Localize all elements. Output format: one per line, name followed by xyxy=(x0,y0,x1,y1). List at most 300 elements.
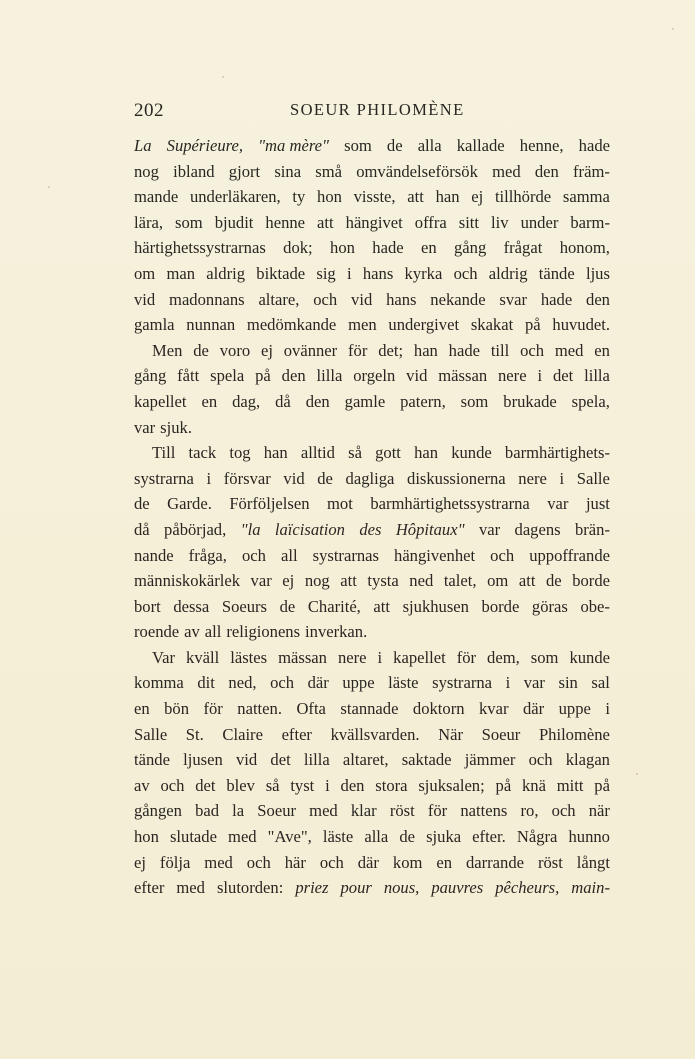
word: dem, xyxy=(487,647,520,667)
word: madonnans xyxy=(169,289,245,309)
word: sjukhusen xyxy=(402,596,469,616)
word: ned xyxy=(409,571,434,591)
word: sina xyxy=(274,161,302,181)
word: uppe xyxy=(342,673,375,693)
word: små xyxy=(315,161,342,181)
word: pêcheurs, xyxy=(495,878,560,898)
body-text xyxy=(134,133,610,901)
word: i xyxy=(206,468,212,488)
word: mässan xyxy=(438,366,488,386)
word: dessa xyxy=(173,596,210,616)
word: altare, xyxy=(258,289,300,309)
word: brän- xyxy=(574,519,610,539)
word: just xyxy=(585,494,610,514)
word: alla xyxy=(417,136,442,155)
word: på xyxy=(255,366,271,386)
word: Soeur xyxy=(257,801,297,821)
word: till xyxy=(490,340,510,360)
paper-speck xyxy=(48,186,50,188)
word: kväll xyxy=(186,647,220,667)
word: saktade xyxy=(401,750,452,770)
word: kvar xyxy=(478,699,509,719)
word: vid xyxy=(406,366,428,386)
text-line xyxy=(134,415,610,441)
text-line xyxy=(134,287,610,313)
word: pour xyxy=(340,878,372,898)
word: klagan xyxy=(565,750,610,770)
word: han xyxy=(263,443,288,463)
word: orgeln xyxy=(353,366,396,386)
word: undergivet xyxy=(388,315,460,335)
word: med xyxy=(228,827,257,847)
word: des xyxy=(359,519,382,539)
word: lästes xyxy=(230,647,268,667)
word: tack xyxy=(188,443,217,463)
word: aldrig xyxy=(206,263,246,283)
text-line xyxy=(134,159,610,185)
word: kvällsvarden. xyxy=(330,724,420,744)
word: med xyxy=(492,161,521,181)
word: priez xyxy=(295,878,329,898)
word: ned, xyxy=(228,673,257,693)
word: nande xyxy=(134,545,174,565)
word: de xyxy=(279,596,296,616)
word: biktade xyxy=(256,263,306,283)
text-line xyxy=(134,543,610,569)
word: då xyxy=(275,391,291,411)
word: av xyxy=(184,622,200,642)
text-line xyxy=(134,670,610,696)
word: kunde xyxy=(451,443,492,463)
word: om xyxy=(487,571,509,591)
word: kapellet xyxy=(393,647,446,667)
word: tände xyxy=(538,263,575,283)
text-line xyxy=(134,235,610,261)
word: ljus xyxy=(585,263,610,283)
word: nattens xyxy=(460,801,508,821)
word: ro, xyxy=(520,801,539,821)
word: pauvres xyxy=(431,878,484,898)
word: som xyxy=(530,647,559,667)
word: underläkaren, xyxy=(189,187,281,207)
word: medömkande xyxy=(246,315,337,335)
word: stora xyxy=(375,775,408,795)
word: darrande xyxy=(465,852,524,872)
word: sjuksalen; xyxy=(418,775,485,795)
running-head xyxy=(134,100,610,126)
word: och xyxy=(520,340,545,360)
word: systrarna xyxy=(432,673,493,693)
word: spela xyxy=(210,366,245,386)
word: nous, xyxy=(383,878,420,898)
text-line xyxy=(134,850,610,876)
word: var xyxy=(547,494,569,514)
word: och xyxy=(453,263,478,283)
word: gången xyxy=(134,801,182,821)
word: bort xyxy=(134,596,161,616)
word: religionens xyxy=(226,622,301,642)
word: ej xyxy=(471,187,484,207)
word: hunno xyxy=(568,827,610,847)
word: då xyxy=(134,519,150,539)
word: mande xyxy=(134,187,179,207)
word: han xyxy=(413,340,438,360)
word: gamla xyxy=(134,315,175,335)
text-line xyxy=(134,363,610,389)
word: var xyxy=(523,673,545,693)
word: barm- xyxy=(570,212,610,232)
word: det; xyxy=(378,340,404,360)
word: och xyxy=(160,775,185,795)
word: gjort xyxy=(228,161,261,181)
word: Claire xyxy=(222,724,263,744)
text-line xyxy=(134,594,610,620)
word: alla xyxy=(364,827,389,847)
word: slutorden: xyxy=(216,878,284,898)
word: obe- xyxy=(580,596,610,616)
word: Garde. xyxy=(167,494,212,514)
paper-speck xyxy=(222,76,224,78)
word: i xyxy=(559,468,565,488)
word: den xyxy=(281,366,306,386)
word: Salle xyxy=(576,468,610,488)
word: knä xyxy=(521,775,546,795)
word: tysta xyxy=(367,571,399,591)
word: När xyxy=(438,724,463,744)
word: med xyxy=(204,852,233,872)
word: men xyxy=(348,315,377,335)
word: St. xyxy=(185,724,204,744)
word: efter xyxy=(134,878,165,898)
word: hade xyxy=(578,136,610,155)
word: dagliga xyxy=(345,468,395,488)
word: altaret, xyxy=(342,750,389,770)
word: och xyxy=(319,852,344,872)
word: all xyxy=(204,622,222,642)
word: och xyxy=(313,289,338,309)
word: av xyxy=(134,775,150,795)
word: borde xyxy=(481,596,520,616)
word: "ma mère" xyxy=(258,136,330,155)
word: nere xyxy=(498,366,527,386)
word: bön xyxy=(164,699,190,719)
word: La xyxy=(134,136,152,155)
word: för xyxy=(427,801,448,821)
word: som xyxy=(344,136,372,155)
word: patern, xyxy=(400,391,446,411)
text-line xyxy=(134,645,610,671)
word: långt xyxy=(576,852,610,872)
word: visste, xyxy=(353,187,396,207)
word: kallade xyxy=(456,136,505,155)
word: härtighetssystrarnas xyxy=(134,238,266,258)
word: gamle xyxy=(344,391,386,411)
word: när xyxy=(588,801,610,821)
word: talet, xyxy=(443,571,477,591)
word: barmhärtighetssystrarna xyxy=(370,494,530,514)
word: de xyxy=(386,136,403,155)
word: en xyxy=(134,699,150,719)
word: en xyxy=(420,238,437,258)
word: var xyxy=(478,519,501,539)
word: hans xyxy=(362,263,394,283)
word: Soeurs xyxy=(221,596,268,616)
word: main- xyxy=(571,878,610,898)
word: nere xyxy=(518,468,547,488)
word: jämmer xyxy=(464,750,516,770)
word: honom, xyxy=(559,238,610,258)
word: påbörjad, xyxy=(164,519,227,539)
word: och xyxy=(246,852,271,872)
word: stannade xyxy=(340,699,399,719)
word: en xyxy=(201,391,218,411)
word: försvar xyxy=(223,468,271,488)
word: lära, xyxy=(134,212,164,232)
word: dit xyxy=(197,673,215,693)
word: röst xyxy=(389,801,415,821)
word: systrarna xyxy=(134,468,194,488)
word: så xyxy=(265,775,280,795)
word: hängivet xyxy=(345,212,403,232)
word: alltid xyxy=(300,443,335,463)
word: hängivenhet xyxy=(394,545,476,565)
word: på xyxy=(495,775,512,795)
word: den xyxy=(305,391,330,411)
word: med xyxy=(309,801,338,821)
text-line xyxy=(134,517,610,543)
word: i xyxy=(377,647,383,667)
word: sin xyxy=(558,673,578,693)
text-line xyxy=(134,312,610,338)
word: följa xyxy=(159,852,191,872)
word: "la xyxy=(240,519,261,539)
word: och xyxy=(490,545,515,565)
word: främ- xyxy=(573,161,610,181)
word: den xyxy=(586,289,610,309)
text-line xyxy=(134,338,610,364)
word: efter xyxy=(281,724,312,744)
word: hon xyxy=(317,187,342,207)
word: ovänner xyxy=(283,340,338,360)
word: gång xyxy=(454,238,487,258)
word: laïcisation xyxy=(274,519,345,539)
text-line xyxy=(134,824,610,850)
text-line xyxy=(134,466,610,492)
word: att xyxy=(317,212,334,232)
paper-speck xyxy=(672,28,674,30)
word: all xyxy=(280,545,298,565)
word: var xyxy=(134,417,156,437)
word: i xyxy=(505,673,511,693)
text-line xyxy=(134,491,610,517)
word: i xyxy=(605,699,610,719)
word: liv xyxy=(491,212,509,232)
word: med xyxy=(176,878,205,898)
word: hon xyxy=(330,238,355,258)
word: där xyxy=(357,852,379,872)
text-line xyxy=(134,747,610,773)
word: Salle xyxy=(134,724,168,744)
word: om xyxy=(134,263,156,283)
word: de xyxy=(399,827,416,847)
word: natten. xyxy=(237,699,282,719)
text-line xyxy=(134,875,610,901)
text-line xyxy=(134,440,610,466)
word: hade xyxy=(372,238,404,258)
word: det xyxy=(195,775,216,795)
word: de xyxy=(545,571,562,591)
word: ej xyxy=(282,571,295,591)
word: blev xyxy=(226,775,255,795)
word: la xyxy=(232,801,245,821)
word: nekande xyxy=(430,289,486,309)
word: för xyxy=(203,699,223,719)
word: Ofta xyxy=(296,699,326,719)
word: henne xyxy=(265,212,306,232)
word: mitt xyxy=(556,775,584,795)
word: offra xyxy=(414,212,447,232)
word: för xyxy=(348,340,368,360)
word: de xyxy=(134,494,150,514)
word: "Ave", xyxy=(267,827,312,847)
word: nog xyxy=(134,161,159,181)
word: fått xyxy=(177,366,200,386)
word: han xyxy=(414,443,439,463)
word: kapellet xyxy=(134,391,187,411)
page-number: 202 xyxy=(134,100,164,121)
word: var xyxy=(250,571,272,591)
word: nog xyxy=(304,571,330,591)
word: och xyxy=(551,801,576,821)
text-line xyxy=(134,568,610,594)
word: diskussionerna xyxy=(407,468,506,488)
word: hon xyxy=(134,827,159,847)
paper-speck xyxy=(636,773,638,775)
word: i xyxy=(346,263,352,283)
word: tyst xyxy=(290,775,315,795)
word: Hôpitaux" xyxy=(395,519,465,539)
word: fråga, xyxy=(188,545,227,565)
word: de xyxy=(317,468,333,488)
word: Var xyxy=(152,647,176,667)
text-line xyxy=(134,210,610,236)
text-line xyxy=(134,184,610,210)
word: hade xyxy=(540,289,573,309)
word: gott xyxy=(375,443,401,463)
word: Förföljelsen xyxy=(229,494,310,514)
word: att xyxy=(518,571,536,591)
word: ej xyxy=(134,852,146,872)
word: en xyxy=(436,852,453,872)
word: läste xyxy=(322,827,354,847)
word: doktorn xyxy=(412,699,465,719)
text-line xyxy=(134,773,610,799)
word: omvändelseförsök xyxy=(356,161,478,181)
word: sal xyxy=(591,673,610,693)
text-line xyxy=(134,722,610,748)
text-line xyxy=(134,696,610,722)
word: ibland xyxy=(173,161,215,181)
word: under xyxy=(520,212,559,232)
word: vid xyxy=(283,468,305,488)
running-title: SOEUR PHILOMÈNE xyxy=(290,100,465,119)
word: nunnan xyxy=(186,315,236,335)
word: det xyxy=(552,366,574,386)
word: för xyxy=(456,647,477,667)
word: barmhärtighets- xyxy=(504,443,610,463)
word: sjuka xyxy=(426,827,462,847)
word: Supérieure, xyxy=(166,136,243,155)
word: där xyxy=(522,699,545,719)
word: efter. xyxy=(472,827,506,847)
word: dok; xyxy=(283,238,313,258)
word: systrarnas xyxy=(312,545,379,565)
word: på xyxy=(594,775,610,795)
word: som xyxy=(460,391,489,411)
text-line xyxy=(134,798,610,824)
word: Några xyxy=(516,827,558,847)
word: bad xyxy=(195,801,220,821)
word: att xyxy=(373,596,391,616)
word: en xyxy=(594,340,610,360)
word: samma xyxy=(562,187,610,207)
word: att xyxy=(340,571,357,591)
word: uppoffrande xyxy=(529,545,610,565)
word: ty xyxy=(292,187,306,207)
word: läste xyxy=(388,673,419,693)
word: kyrka xyxy=(404,263,443,283)
word: Till xyxy=(152,443,176,463)
word: dagens xyxy=(514,519,561,539)
word: sjuk. xyxy=(160,417,192,437)
word: hans xyxy=(386,289,417,309)
word: roende xyxy=(134,622,180,642)
word: lilla xyxy=(303,750,330,770)
word: och xyxy=(270,673,295,693)
word: borde xyxy=(572,571,610,591)
word: mässan xyxy=(278,647,327,667)
text-line xyxy=(134,133,610,159)
word: lilla xyxy=(584,366,610,386)
word: i xyxy=(537,366,543,386)
word: ej xyxy=(260,340,273,360)
word: det xyxy=(270,750,291,770)
word: inverkan. xyxy=(305,622,368,642)
word: voro xyxy=(219,340,251,360)
word: kom xyxy=(392,852,423,872)
text-line xyxy=(134,389,610,415)
word: här xyxy=(284,852,306,872)
word: Philomène xyxy=(538,724,610,744)
word: gång xyxy=(134,366,167,386)
word: att xyxy=(407,187,424,207)
word: skakat xyxy=(470,315,514,335)
word: på xyxy=(524,315,541,335)
text-line xyxy=(134,619,610,645)
word: man xyxy=(166,263,196,283)
word: den xyxy=(340,775,365,795)
word: tog xyxy=(229,443,251,463)
word: klar xyxy=(350,801,377,821)
word: ljusen xyxy=(183,750,223,770)
word: mot xyxy=(327,494,353,514)
word: svar xyxy=(499,289,528,309)
word: de xyxy=(193,340,209,360)
word: med xyxy=(554,340,584,360)
word: lilla xyxy=(316,366,343,386)
word: och xyxy=(241,545,266,565)
word: så xyxy=(348,443,362,463)
